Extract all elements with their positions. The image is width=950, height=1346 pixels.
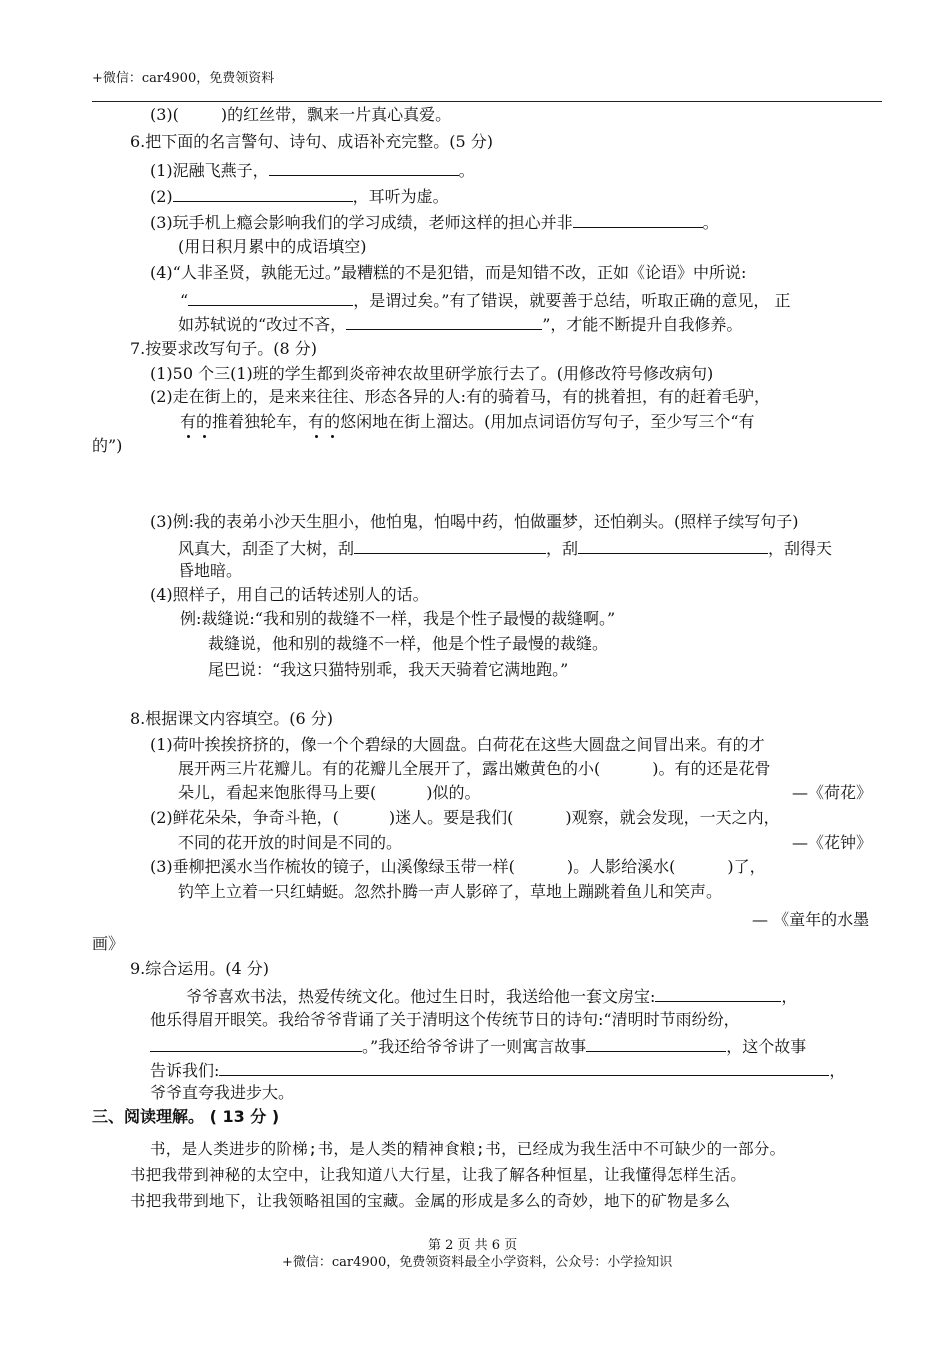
q9-line-e: 爷爷直夸我进步大。 — [150, 1083, 295, 1102]
q8-item-1-c: 朵儿，看起来饱胀得马上要( )似的。 — [178, 783, 481, 802]
q9-blank-4[interactable] — [219, 1058, 829, 1076]
q9-blank-1[interactable] — [655, 984, 781, 1002]
q6-item-3: (3)玩手机上瘾会影响我们的学习成绩，老师这样的担心并非 。 — [150, 210, 719, 234]
q7-item-3-b: 风真大，刮歪了大树，刮 ，刮 ，刮得天 — [178, 536, 832, 560]
q7-item-4-task: 尾巴说：“我这只猫特别乖，我天天骑着它满地跑。” — [208, 660, 569, 679]
q6-item-2: (2) ，耳听为虚。 — [150, 184, 449, 208]
q8-item-2-a: (2)鲜花朵朵，争奇斗艳，( )迷人。要是我们( )观察，就会发现，一天之内， — [150, 808, 780, 827]
dotted-char: 有 — [308, 412, 325, 431]
q7-item-4-title: (4)照样子，用自己的话转述别人的话。 — [150, 585, 429, 604]
q7-title: 7.按要求改写句子。(8 分) — [130, 339, 318, 358]
q9-blank-2[interactable] — [150, 1034, 362, 1052]
reading-line-3: 书把我带到地下，让我领略祖国的宝藏。金属的形成是多么的奇妙，地下的矿物是多么 — [130, 1192, 731, 1210]
q7-item-1: (1)50 个三(1)班的学生都到炎帝神农故里研学旅行去了。(用修改符号修改病句) — [150, 364, 714, 383]
dotted-char: 有 — [180, 412, 197, 431]
q8-item-3-a: (3)垂柳把溪水当作梳妆的镜子，山溪像绿玉带一样( )。人影给溪水( )了， — [150, 857, 766, 876]
q9-line-d: 告诉我们: ， — [150, 1058, 845, 1082]
q6-title: 6.把下面的名言警句、诗句、成语补充完整。(5 分) — [130, 132, 494, 151]
q6-item-4-c: 如苏轼说的“改过不吝， ”，才能不断提升自我修养。 — [178, 312, 742, 336]
dotted-char: 的 — [324, 412, 341, 431]
q6-4-blank-1[interactable] — [188, 288, 353, 306]
q7-item-4-example-1: 例:裁缝说:“我和别的裁缝不一样，我是个性子最慢的裁缝啊。” — [180, 609, 616, 628]
reading-line-1: 书，是人类进步的阶梯;书，是人类的精神食粮;书，已经成为我生活中不可缺少的一部分。 — [150, 1140, 786, 1158]
q9-line-a: 爷爷喜欢书法，热爱传统文化。他过生日时，我送给他一套文房宝: ， — [186, 984, 797, 1008]
q9-line-c: 。”我还给爷爷讲了一则寓言故事 ，这个故事 — [150, 1034, 806, 1058]
q7-item-2-c: 的”) — [92, 436, 123, 455]
page-number: 第 2 页 共 6 页 — [428, 1238, 518, 1253]
q9-title: 9.综合运用。(4 分) — [130, 959, 270, 978]
q8-title: 8.根据课文内容填空。(6 分) — [130, 709, 334, 728]
q7-item-2-b: 有的推着独轮车，有的悠闲地在街上溜达。(用加点词语仿写句子，至少写三个“有 — [180, 412, 755, 431]
q6-2-blank[interactable] — [173, 184, 353, 202]
q6-item-4-a: (4)“人非圣贤，孰能无过。”最糟糕的不是犯错，而是知错不改，正如《论语》中所说: — [150, 263, 747, 282]
q6-1-blank[interactable] — [269, 158, 459, 176]
line-3-ribbon: (3)( )的红丝带，飘来一片真心真爱。 — [150, 105, 452, 124]
q7-item-4-example-2: 裁缝说，他和别的裁缝不一样，他是个性子最慢的裁缝。 — [208, 634, 609, 653]
q7-item-2-a: (2)走在街上的，是来来往往、形态各异的人:有的骑着马，有的挑着担，有的赶着毛驴， — [150, 387, 771, 406]
q8-item-2-b: 不同的花开放的时间是不同的。 — [178, 833, 403, 852]
q6-3-note: (用日积月累中的成语填空) — [178, 237, 367, 256]
q7-3-blank-2[interactable] — [578, 536, 768, 554]
q8-item-2-source: —《花钟》 — [792, 833, 873, 852]
q9-line-b: 他乐得眉开眼笑。我给爷爷背诵了关于清明这个传统节日的诗句:“清明时节雨纷纷， — [150, 1010, 740, 1029]
q7-item-3-c: 昏地暗。 — [178, 561, 243, 580]
q9-blank-3[interactable] — [586, 1034, 726, 1052]
dotted-char: 的 — [196, 412, 213, 431]
q8-item-3-b: 钓竿上立着一只红蜻蜓。忽然扑腾一声人影碎了，草地上蹦跳着鱼儿和笑声。 — [178, 882, 723, 901]
q6-item-1: (1)泥融飞燕子， 。 — [150, 158, 475, 182]
q8-item-1-a: (1)荷叶挨挨挤挤的，像一个个碧绿的大圆盘。白荷花在这些大圆盘之间冒出来。有的才 — [150, 735, 765, 754]
q6-3-blank[interactable] — [573, 210, 703, 228]
q8-item-1-b: 展开两三片花瓣儿。有的花瓣儿全展开了，露出嫩黄色的小( )。有的还是花骨 — [178, 759, 771, 778]
q6-item-4-b: “ ，是谓过矣。”有了错误，就要善于总结，听取正确的意见， 正 — [180, 288, 790, 312]
q8-item-3-source: — 《童年的水墨 — [752, 910, 870, 929]
footer-note: +微信：car4900，免费领资料最全小学资料，公众号：小学捡知识 — [282, 1255, 673, 1270]
q6-4-blank-2[interactable] — [346, 312, 542, 330]
q8-item-3-source-cont: 画》 — [92, 934, 125, 953]
q7-3-blank-1[interactable] — [354, 536, 546, 554]
section-3-title: 三、阅读理解。 ( 13 分 ) — [92, 1107, 280, 1126]
reading-line-2: 书把我带到神秘的太空中，让我知道八大行星，让我了解各种恒星，让我懂得怎样生活。 — [130, 1166, 747, 1184]
q8-item-1-source: —《荷花》 — [792, 783, 873, 802]
header-note: +微信：car4900，免费领资料 — [92, 71, 275, 86]
header-rule — [92, 101, 882, 102]
q7-item-3-a: (3)例:我的表弟小沙天生胆小，他怕鬼，怕喝中药，怕做噩梦，还怕剃头。(照样子续写句子) — [150, 512, 799, 531]
